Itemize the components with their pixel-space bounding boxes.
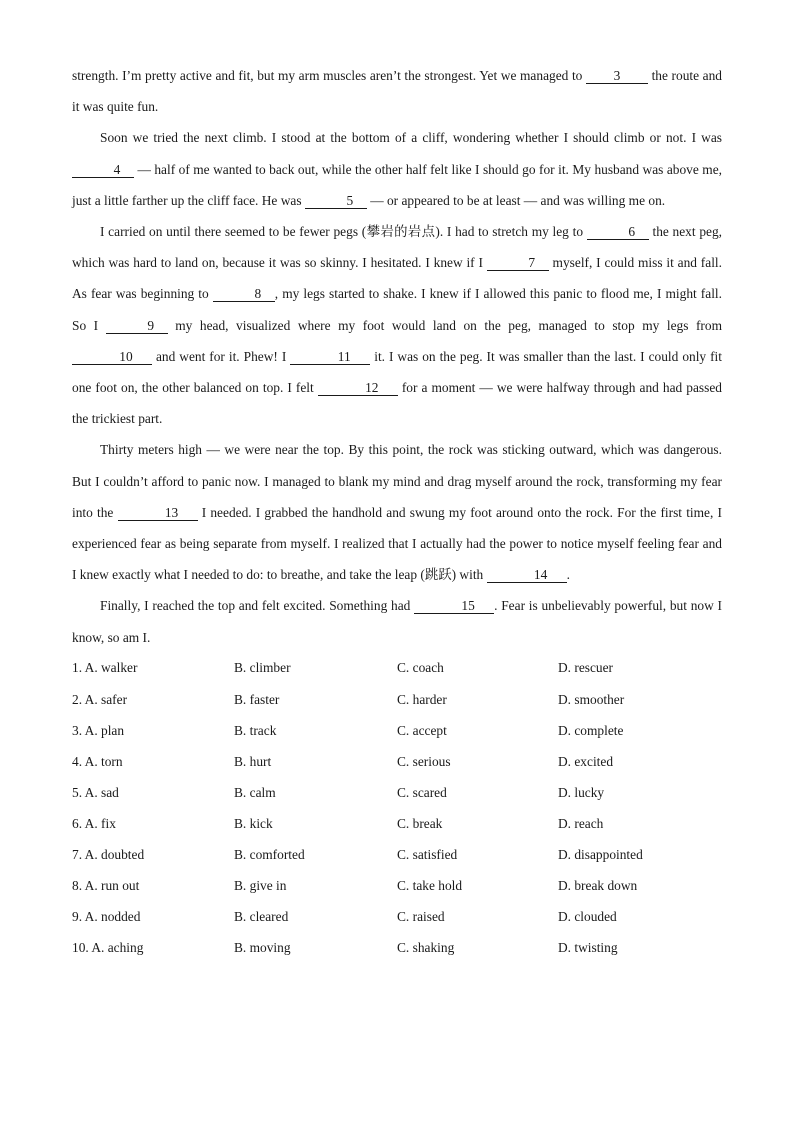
- document-page: [72, 60, 722, 964]
- blank-10: 10: [72, 350, 152, 365]
- option-d: D. reach: [558, 815, 604, 831]
- option-b: B. track: [234, 722, 277, 738]
- option-a: 1. A. walker: [72, 660, 138, 676]
- blank-6: 6: [587, 225, 649, 240]
- question-row: [72, 746, 722, 777]
- option-c: C. satisfied: [397, 846, 458, 862]
- blank-9: 9: [106, 319, 168, 334]
- option-c: C. scared: [397, 784, 447, 800]
- option-b: B. give in: [234, 878, 287, 894]
- option-a: 9. A. nodded: [72, 909, 141, 925]
- option-a: 6. A. fix: [72, 815, 116, 831]
- option-d: D. smoother: [558, 691, 625, 707]
- option-b: B. kick: [234, 815, 273, 831]
- option-d: D. clouded: [558, 909, 617, 925]
- blank-3: 3: [586, 69, 648, 84]
- option-a: 8. A. run out: [72, 878, 140, 894]
- option-c: C. harder: [397, 691, 447, 707]
- option-b: B. faster: [234, 691, 280, 707]
- option-b: B. moving: [234, 940, 291, 956]
- option-d: D. complete: [558, 722, 624, 738]
- option-b: B. hurt: [234, 753, 272, 769]
- option-a: 2. A. safer: [72, 691, 128, 707]
- paragraph-5: Finally, I reached the top and felt excited. Something had 15 . Fear is unbelievably powerful, but now I know, so am I.: [72, 598, 722, 645]
- blank-4: 4: [72, 163, 134, 178]
- blank-7: 7: [487, 256, 549, 271]
- blank-15: 15: [414, 599, 494, 614]
- option-a: 10. A. aching: [72, 940, 144, 956]
- option-c: C. take hold: [397, 878, 463, 894]
- question-row: [72, 808, 722, 839]
- option-b: B. comforted: [234, 846, 305, 862]
- option-c: C. raised: [397, 909, 445, 925]
- option-c: C. serious: [397, 753, 451, 769]
- blank-5: 5: [305, 194, 367, 209]
- option-c: C. accept: [397, 722, 447, 738]
- question-row: [72, 933, 722, 964]
- option-a: 7. A. doubted: [72, 846, 145, 862]
- question-row: [72, 715, 722, 746]
- option-d: D. disappointed: [558, 846, 643, 862]
- question-row: [72, 839, 722, 870]
- option-d: D. break down: [558, 878, 638, 894]
- option-d: D. rescuer: [558, 660, 614, 676]
- option-a: 3. A. plan: [72, 722, 125, 738]
- question-row: [72, 684, 722, 715]
- paragraph-1: strength. I’m pretty active and fit, but my arm muscles aren’t the strongest. Yet we managed to 3 the route and it was quite fun.: [72, 68, 723, 115]
- blank-8: 8: [213, 287, 275, 302]
- blank-12: 12: [318, 381, 398, 396]
- option-d: D. lucky: [558, 784, 605, 800]
- option-d: D. twisting: [558, 940, 618, 956]
- answer-options: [72, 653, 722, 964]
- question-row: [72, 653, 722, 684]
- option-a: 4. A. torn: [72, 753, 123, 769]
- option-c: C. shaking: [397, 940, 455, 956]
- question-row: [72, 777, 722, 808]
- paragraph-2: Soon we tried the next climb. I stood at the bottom of a cliff, wondering whether I should climb or not. I was 4 — half of me wanted to back out, while the other half felt like I should go for it. My husband was above me, just a little farther up the cliff face. He was 5 — or appeared to be at least — and was willing me on.: [72, 130, 722, 208]
- blank-11: 11: [290, 350, 370, 365]
- blank-13: 13: [118, 506, 198, 521]
- paragraph-3: I carried on until there seemed to be fewer pegs (攀岩的岩点). I had to stretch my leg to 6 the next peg, which was hard to land on, because it was so skinny. I hesitated. I knew if I 7 myself, I could miss it and fall. As fear was beginning to 8 , my legs started to shake. I knew if I allowed this panic to flood me, I might fall. So I 9 my head, visualized where my foot would land on the peg, managed to stop my legs from 10 and went for it. Phew! I 11 it. I was on the peg. It was smaller than the last. I could only fit one foot on, the other balanced on top. I felt 12 for a moment — we were halfway through and had passed the trickiest part.: [72, 224, 723, 427]
- question-row: [72, 902, 722, 933]
- option-b: B. climber: [234, 660, 291, 676]
- question-row: [72, 871, 722, 902]
- blank-14: 14: [487, 568, 567, 583]
- option-c: C. coach: [397, 660, 444, 676]
- option-c: C. break: [397, 815, 443, 831]
- option-d: D. excited: [558, 753, 614, 769]
- paragraph-4: Thirty meters high — we were near the top. By this point, the rock was sticking outward, which was dangerous. But I couldn’t afford to panic now. I managed to blank my mind and drag myself around the rock, transforming my fear into the 13 I needed. I grabbed the handhold and swung my foot around onto the rock. For the first time, I experienced fear as being separate from myself. I realized that I actually had the power to notice myself feeling fear and I knew exactly what I needed to do: to breathe, and take the leap (跳跃) with 14 .: [72, 442, 722, 583]
- passage: [72, 60, 722, 653]
- option-b: B. calm: [234, 784, 276, 800]
- option-b: B. cleared: [234, 909, 289, 925]
- option-a: 5. A. sad: [72, 784, 119, 800]
